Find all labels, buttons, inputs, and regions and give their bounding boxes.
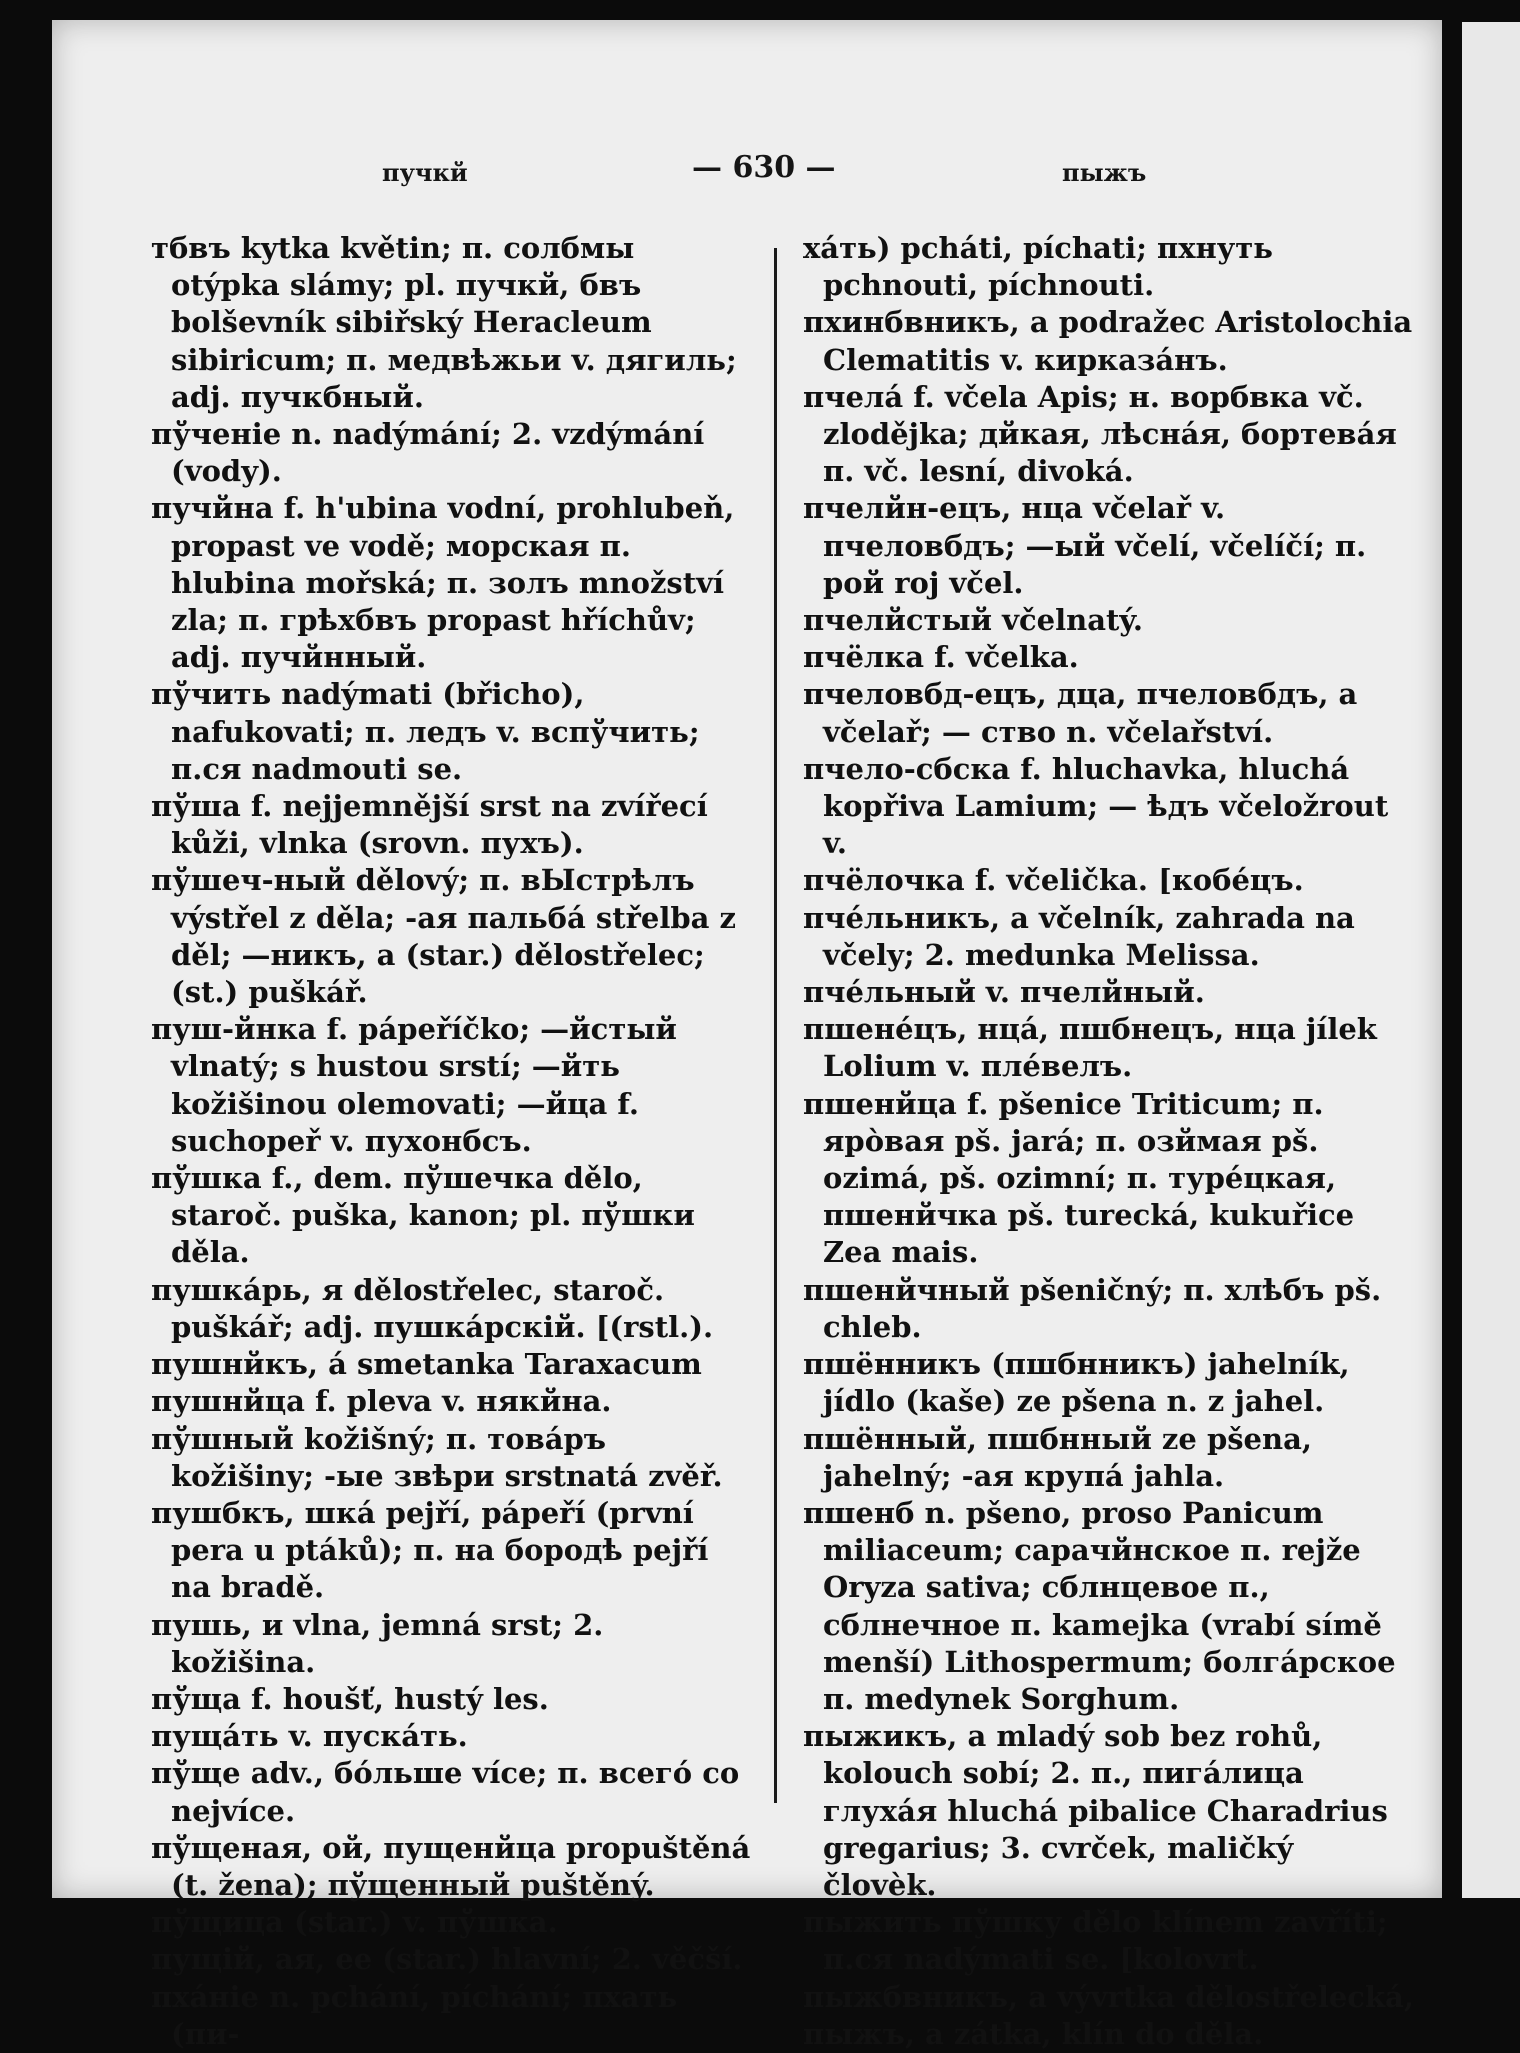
entry: пшённикъ (пшбнникъ) jahelník, jídlo (kaše) ze pšena n. z jahel. [803, 1347, 1350, 1419]
entry: пўчить nadýmati (břicho), nafukovati; п. ледъ v. вспўчить; п.ся nadmouti se. [151, 677, 700, 786]
entry: пчелйстый včelnatý. [803, 603, 1144, 638]
entry: пўщица (star.) v. пўшка. [151, 1905, 558, 1940]
entry: пчёлка f. včelka. [803, 640, 1079, 675]
entry: пущáть v. пускáть. [151, 1719, 468, 1754]
page-header [52, 150, 1442, 200]
entry: пушнйца f. pleva v. някйна. [151, 1384, 612, 1419]
entry: хáть) pcháti, píchati; пхнуть pchnouti, píchnouti. [803, 231, 1273, 303]
entry: пшенйчный pšeničný; п. хлѣбъ pš. chleb. [803, 1272, 1382, 1344]
entry: пшённый, пшбнный ze pšena, jahelný; -ая крупá jahla. [803, 1421, 1312, 1493]
entry: пыжъ, a zátka, klín do děla. [803, 2016, 1264, 2051]
entry: пшенб n. pšeno, proso Panicum miliaceum; сарачйнское п. rejže Oryza sativa; сблнцевое п., сблнечное п. kamejka (vrabí símě menší) Lithospermum; болгáрское п. medynek Sorghum. [803, 1495, 1396, 1716]
left-column [151, 230, 751, 2053]
entry: пчелá f. včela Apis; н. ворбвка vč. zlodějka; дйкая, лѣснáя, бортевáя п. vč. lesní, divoká. [803, 379, 1397, 489]
left-guide-word: пучкй [382, 158, 468, 187]
entry: пушкáрь, я dělostřelec, staroč. puškář; adj. пушкáрскій. [(rstl.). [151, 1272, 714, 1344]
right-column [803, 230, 1415, 2053]
entry: пушь, и vlna, jemná srst; 2. kožišina. [151, 1607, 604, 1679]
entry: пыжикъ, a mladý sob bez rohů, kolouch sobí; 2. п., пигáлица глухáя hluchá pibalice Charadrius gregarius; 3. cvrček, maličký človèk. [803, 1719, 1388, 1902]
page-number: — 630 — [692, 150, 836, 185]
dictionary-page [52, 20, 1442, 2051]
entry: пўшеч-ный dělový; п. вЫстрѣлъ výstřel z děla; -ая пальбá střelba z děl; —никъ, a (star.) dělostřelec; (st.) puškář. [151, 863, 736, 1010]
entry: пуш-йнка f. pápeříčko; —йстый vlnatý; s hustou srstí; —йть kožišinou olemovati; —йца f. suchopeř v. пухонбсъ. [151, 1012, 677, 1158]
entry: пчёлочка f. včelička. [кобéцъ. [803, 863, 1304, 898]
entry: пушбкъ, шкá pejří, pápeří (první pera u ptáků); п. на бородѣ pejří na bradě. [151, 1495, 709, 1605]
right-guide-word: пыжъ [1062, 158, 1147, 187]
entry: пыжбвникъ, a vývrtka dělostřelecká, [803, 1979, 1414, 2014]
entry: пучйна f. h'ubina vodní, prohlubeň, propast ve vodě; морская п. hlubina mořská; п. золъ množství zla; п. грѣхбвъ propast hříchův; adj. пучйнный. [151, 491, 735, 675]
next-page-edge [1462, 22, 1520, 1898]
entry: пчéльникъ, a včelník, zahrada na včely; 2. medunka Melissa. [803, 900, 1355, 972]
entry: пхинбвникъ, a podražec Aristolochia Clematitis v. кирказáнъ. [803, 305, 1413, 377]
entry: пшенйца f. pšenice Triticum; п. ярòвая pš. jará; п. озймая pš. ozimá, pš. ozimní; п. турéцкая, пшенйчка pš. turecká, kukuřice Zea mais. [803, 1086, 1355, 1270]
entry: пхáніе n. pchání, píchání; пхать (пи- [151, 1979, 678, 2051]
entry: пшенéцъ, нцá, пшбнецъ, нца jílek Lolium v. плéвелъ. [803, 1012, 1377, 1084]
entry: пущій, ая, ее (star.) hlavní; 2. věčší. [151, 1942, 743, 1977]
column-divider [774, 248, 777, 1803]
entry: пўшный kožišný; п. товáръ kožišiny; -ые звѣри srstnatá zvěř. [151, 1421, 723, 1493]
entry: пчéльный v. пчелйный. [803, 975, 1205, 1010]
entry: пыжить пўшку dělo klínem zavříti; п.ся nadýmati se. [kolovrt. [803, 1905, 1388, 1977]
entry: пўша f. nejjemnější srst na zvířecí kůži, vlnka (srovn. пухъ). [151, 789, 708, 861]
entry: пўще adv., бóльше více; п. всегó co nejvíce. [151, 1756, 740, 1828]
entry: пўщеная, ой, пущенйца propuštěná (t. žena); пўщенный puštěný. [151, 1830, 751, 1902]
entry: пчеловбд-ецъ, дца, пчеловбдъ, a včelař; — ство n. včelařství. [803, 677, 1358, 749]
entry: пўща f. houšť, hustý les. [151, 1681, 549, 1716]
entry: пчелйн-ецъ, нца včelař v. пчеловбдъ; —ый včelí, včelíčí; п. рой roj včel. [803, 491, 1367, 600]
entry: тбвъ kytka květin; п. солбмы otýpka slámy; pl. пучкй, бвъ bolševník sibiřský Heracleum sibiricum; п. медвѣжьи v. дягиль; adj. пучкбный. [151, 231, 737, 414]
entry: пчело-сбска f. hluchavka, hluchá kopřiva Lamium; — ѣдъ včeložrout v. [803, 751, 1389, 861]
entry: пўшка f., dem. пўшечка dělo, staroč. puška, kanon; pl. пўшки děla. [151, 1161, 695, 1270]
entry: пушнйкъ, á smetanka Taraxacum [151, 1347, 702, 1382]
entry: пўченіе n. nadýmání; 2. vzdýmání (vody). [151, 417, 705, 489]
